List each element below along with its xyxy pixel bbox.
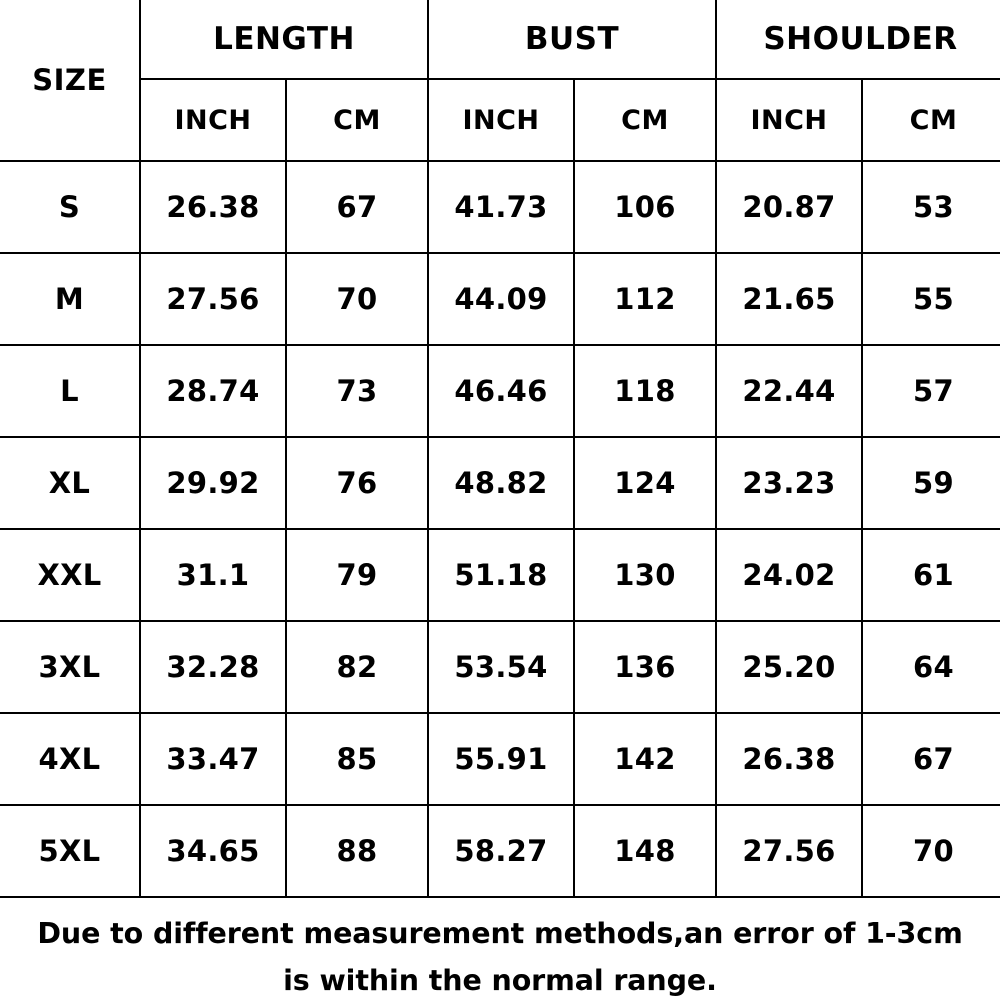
cell-bust-inch: 41.73 [428,161,574,253]
row-size: S [0,161,140,253]
cell-length-inch: 27.56 [140,253,286,345]
cell-length-cm: 67 [286,161,428,253]
cell-length-cm: 70 [286,253,428,345]
header-group-shoulder: SHOULDER [716,0,1000,79]
cell-shoulder-inch: 26.38 [716,713,862,805]
disclaimer-line-2: is within the normal range. [283,964,717,997]
row-size: 5XL [0,805,140,897]
cell-length-inch: 26.38 [140,161,286,253]
cell-shoulder-cm: 67 [862,713,1000,805]
cell-shoulder-cm: 61 [862,529,1000,621]
header-bust-inch: INCH [428,79,574,161]
cell-bust-cm: 112 [574,253,716,345]
cell-shoulder-inch: 22.44 [716,345,862,437]
cell-bust-inch: 51.18 [428,529,574,621]
cell-shoulder-cm: 53 [862,161,1000,253]
cell-length-inch: 31.1 [140,529,286,621]
table-row [0,621,1000,713]
row-size: M [0,253,140,345]
cell-length-inch: 28.74 [140,345,286,437]
cell-length-inch: 29.92 [140,437,286,529]
header-length-inch: INCH [140,79,286,161]
cell-length-cm: 88 [286,805,428,897]
cell-bust-inch: 58.27 [428,805,574,897]
row-size: XXL [0,529,140,621]
cell-bust-cm: 148 [574,805,716,897]
header-group-bust: BUST [428,0,716,79]
cell-shoulder-inch: 25.20 [716,621,862,713]
cell-shoulder-cm: 70 [862,805,1000,897]
table-row [0,345,1000,437]
cell-shoulder-inch: 27.56 [716,805,862,897]
cell-shoulder-cm: 64 [862,621,1000,713]
table-row [0,253,1000,345]
header-shoulder-inch: INCH [716,79,862,161]
header-group-row [0,0,1000,79]
cell-bust-inch: 53.54 [428,621,574,713]
cell-bust-cm: 136 [574,621,716,713]
cell-bust-cm: 124 [574,437,716,529]
cell-bust-inch: 46.46 [428,345,574,437]
table-row [0,805,1000,897]
header-bust-cm: CM [574,79,716,161]
cell-bust-inch: 48.82 [428,437,574,529]
cell-shoulder-cm: 57 [862,345,1000,437]
row-size: L [0,345,140,437]
cell-length-cm: 79 [286,529,428,621]
cell-shoulder-inch: 23.23 [716,437,862,529]
cell-shoulder-inch: 20.87 [716,161,862,253]
header-shoulder-cm: CM [862,79,1000,161]
cell-length-cm: 76 [286,437,428,529]
cell-bust-cm: 106 [574,161,716,253]
table-row [0,437,1000,529]
cell-bust-cm: 142 [574,713,716,805]
measurement-disclaimer [0,898,1000,1004]
row-size: 3XL [0,621,140,713]
header-group-length: LENGTH [140,0,428,79]
header-size: SIZE [0,0,140,161]
cell-length-cm: 73 [286,345,428,437]
cell-length-inch: 33.47 [140,713,286,805]
table-row [0,713,1000,805]
cell-shoulder-inch: 24.02 [716,529,862,621]
header-sub-row [0,79,1000,161]
cell-bust-inch: 44.09 [428,253,574,345]
cell-bust-inch: 55.91 [428,713,574,805]
cell-shoulder-cm: 59 [862,437,1000,529]
table-row [0,161,1000,253]
cell-length-inch: 32.28 [140,621,286,713]
cell-length-cm: 85 [286,713,428,805]
cell-length-cm: 82 [286,621,428,713]
cell-shoulder-inch: 21.65 [716,253,862,345]
cell-length-inch: 34.65 [140,805,286,897]
header-length-cm: CM [286,79,428,161]
disclaimer-line-1: Due to different measurement methods,an error of 1-3cm [37,917,963,950]
cell-bust-cm: 118 [574,345,716,437]
cell-bust-cm: 130 [574,529,716,621]
table-row [0,529,1000,621]
row-size: XL [0,437,140,529]
cell-shoulder-cm: 55 [862,253,1000,345]
row-size: 4XL [0,713,140,805]
